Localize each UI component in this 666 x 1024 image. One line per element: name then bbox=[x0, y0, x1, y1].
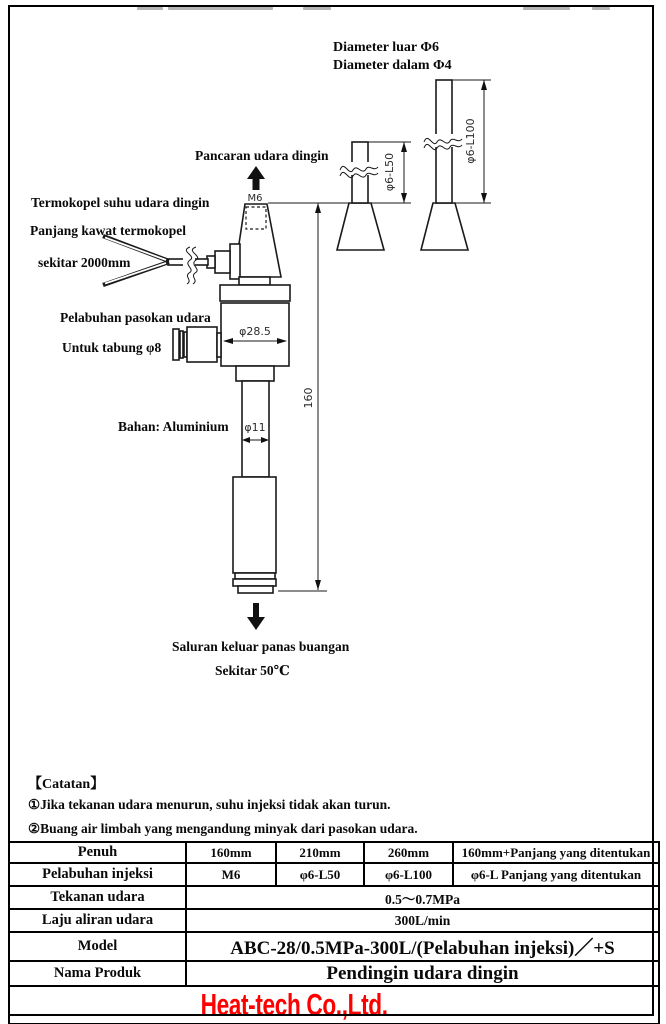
label-pancaran: Pancaran udara dingin bbox=[195, 148, 329, 163]
note-item-2: ②Buang air limbah yang mengandung minyak dari pasokan udara. bbox=[28, 821, 418, 836]
notes-heading: 【Catatan】 bbox=[28, 777, 105, 792]
dim-160 bbox=[278, 203, 327, 591]
cell-port-2: φ6-L50 bbox=[276, 863, 364, 886]
cell-port-1: M6 bbox=[186, 863, 276, 886]
row-label: Penuh bbox=[9, 842, 186, 863]
label-diameter-luar: Diameter luar Φ6 bbox=[333, 40, 439, 55]
cell-port-custom: φ6-L Panjang yang ditentukan bbox=[453, 863, 659, 886]
cell-flow-rate: 300L/min bbox=[186, 909, 659, 932]
hot-exhaust-arrow bbox=[253, 603, 259, 618]
label-untuk-tabung: Untuk tabung φ8 bbox=[62, 340, 162, 355]
label-pelabuhan-pasokan: Pelabuhan pasokan udara bbox=[60, 310, 211, 325]
cell-product-name: Pendingin udara dingin bbox=[186, 961, 659, 986]
cell-length-2: 210mm bbox=[276, 842, 364, 863]
cell-port-3: φ6-L100 bbox=[364, 863, 453, 886]
spec-table bbox=[8, 841, 660, 1024]
variant-l50 bbox=[337, 142, 411, 250]
label-panjang-kawat: Panjang kawat termokopel bbox=[30, 223, 186, 238]
table-row-tekanan bbox=[9, 886, 659, 909]
row-label: Pelabuhan injeksi bbox=[9, 863, 186, 886]
svg-text:160: 160 bbox=[302, 387, 315, 409]
table-row-nama-produk bbox=[9, 961, 659, 986]
cell-length-custom: 160mm+Panjang yang ditentukan bbox=[453, 842, 659, 863]
cell-length-1: 160mm bbox=[186, 842, 276, 863]
table-row-company bbox=[9, 986, 659, 1024]
variant-l100 bbox=[421, 80, 491, 250]
dim-phi6-l100: φ6-L100 bbox=[464, 118, 477, 164]
cell-pressure: 0.5～0.7MPa bbox=[186, 886, 659, 909]
label-diameter-dalam: Diameter dalam Φ4 bbox=[333, 58, 452, 73]
note-item-1: ①Jika tekanan udara menurun, suhu injeksi tidak akan turun. bbox=[28, 797, 391, 812]
dim-phi11: φ11 bbox=[244, 421, 266, 434]
label-sekitar-50: Sekitar 50℃ bbox=[215, 663, 290, 678]
air-connector bbox=[173, 327, 221, 362]
dim-phi6-l50: φ6-L50 bbox=[383, 152, 396, 192]
row-label: Laju aliran udara bbox=[9, 909, 186, 932]
table-row-laju bbox=[9, 909, 659, 932]
dim-phi28-5: φ28.5 bbox=[239, 325, 271, 338]
table-row-model bbox=[9, 932, 659, 961]
label-bahan: Bahan: Aluminium bbox=[118, 419, 229, 434]
cell-length-3: 260mm bbox=[364, 842, 453, 863]
table-row-pelabuhan bbox=[9, 863, 659, 886]
table-row-penuh bbox=[9, 842, 659, 863]
label-termokopel: Termokopel suhu udara dingin bbox=[31, 195, 210, 210]
dim-m6: M6 bbox=[247, 193, 263, 204]
company-name: Heat-tech Co.,Ltd. bbox=[200, 987, 388, 1022]
company-footer bbox=[9, 986, 659, 1024]
row-label: Tekanan udara bbox=[9, 886, 186, 909]
label-sekitar-2000: sekitar 2000mm bbox=[38, 255, 131, 270]
label-saluran: Saluran keluar panas buangan bbox=[172, 639, 350, 654]
row-label: Nama Produk bbox=[9, 961, 186, 986]
row-label: Model bbox=[9, 932, 186, 961]
cell-model: ABC-28/0.5MPa-300L/(Pelabuhan injeksi)／+S bbox=[186, 932, 659, 961]
